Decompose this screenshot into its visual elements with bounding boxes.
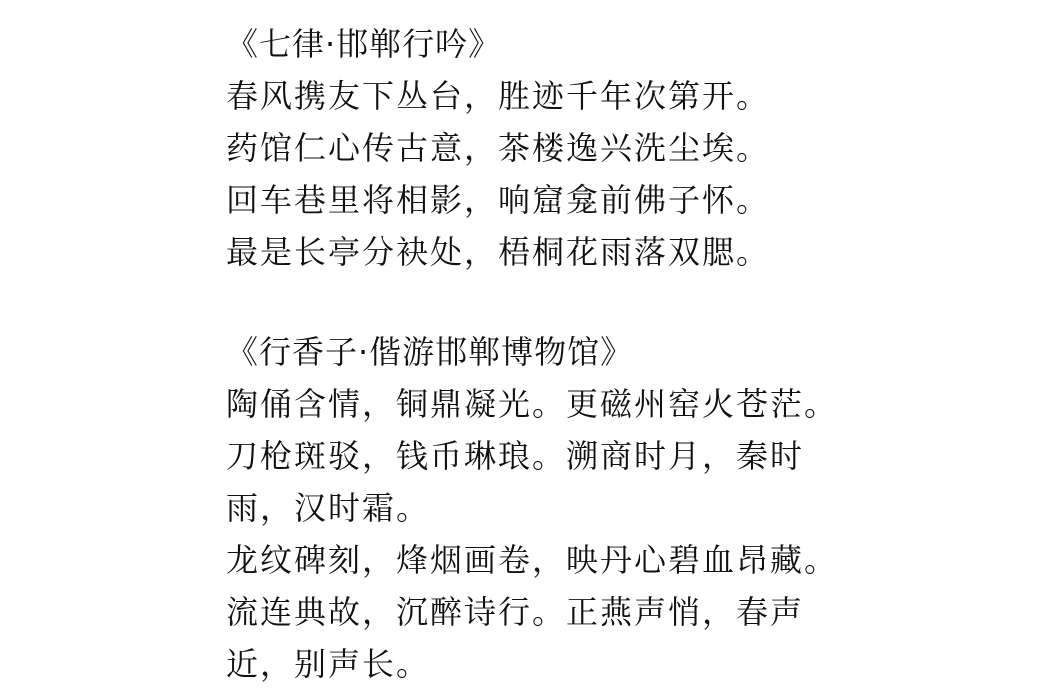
poem-line: 流连典故，沉醉诗行。正燕声悄，春声: [226, 593, 805, 631]
poem-line: 雨，汉时霜。: [226, 489, 431, 527]
poem-title: 《七律·邯郸行吟》: [226, 25, 502, 63]
poem-line: 回车巷里将相影，响窟龛前佛子怀。: [226, 181, 771, 219]
poem-line: 龙纹碑刻，烽烟画卷，映丹心碧血昂藏。: [226, 541, 839, 579]
poem-xingxiangzi: [226, 326, 1026, 690]
stanza-gap: [226, 278, 1026, 326]
poem-document: [226, 18, 1026, 690]
poem-line: 近，别声长。: [226, 645, 431, 683]
poem-line: 最是长亭分袂处，梧桐花雨落双腮。: [226, 233, 771, 271]
poem-title: 《行香子·偕游邯郸博物馆》: [226, 333, 634, 371]
poem-line: 春风携友下丛台，胜迹千年次第开。: [226, 77, 771, 115]
poem-line: 药馆仁心传古意，茶楼逸兴洗尘埃。: [226, 129, 771, 167]
poem-qilu: [226, 18, 1026, 278]
poem-line: 陶俑含情，铜鼎凝光。更磁州窑火苍茫。: [226, 385, 839, 423]
poem-line: 刀枪斑驳，钱币琳琅。溯商时月，秦时: [226, 437, 805, 475]
